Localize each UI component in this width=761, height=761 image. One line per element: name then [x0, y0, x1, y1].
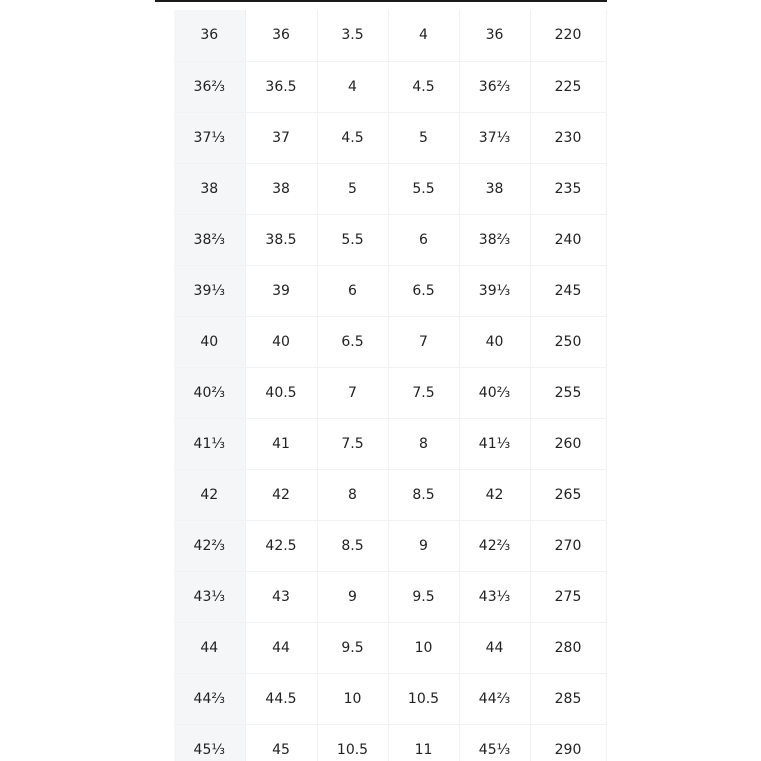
table-cell: 285	[530, 673, 606, 724]
table-cell: 44	[245, 622, 317, 673]
table-cell: 10	[317, 673, 388, 724]
table-cell: 44	[174, 622, 245, 673]
table-cell: 44⅔	[174, 673, 245, 724]
table-cell: 43⅓	[459, 571, 530, 622]
table-cell: 36	[459, 10, 530, 61]
table-cell: 38⅔	[174, 214, 245, 265]
table-cell: 8.5	[388, 469, 459, 520]
table-cell: 8	[388, 418, 459, 469]
table-cell: 8.5	[317, 520, 388, 571]
table-cell: 44.5	[245, 673, 317, 724]
table-cell: 10	[388, 622, 459, 673]
table-cell: 6	[388, 214, 459, 265]
table-row	[174, 622, 606, 673]
table-cell: 43⅓	[174, 571, 245, 622]
table-cell: 250	[530, 316, 606, 367]
table-cell: 270	[530, 520, 606, 571]
table-cell: 245	[530, 265, 606, 316]
size-conversion-table	[174, 10, 607, 761]
table-row	[174, 469, 606, 520]
table-cell: 5	[388, 112, 459, 163]
table-cell: 4.5	[388, 61, 459, 112]
table-cell: 40	[174, 316, 245, 367]
table-row	[174, 367, 606, 418]
table-cell: 38.5	[245, 214, 317, 265]
table-cell: 36.5	[245, 61, 317, 112]
table-cell: 235	[530, 163, 606, 214]
table-cell: 7	[388, 316, 459, 367]
table-cell: 39⅓	[459, 265, 530, 316]
table-cell: 225	[530, 61, 606, 112]
table-cell: 6	[317, 265, 388, 316]
table-cell: 42.5	[245, 520, 317, 571]
table-cell: 10.5	[317, 724, 388, 761]
table-row	[174, 673, 606, 724]
table-row	[174, 163, 606, 214]
table-cell: 290	[530, 724, 606, 761]
table-cell: 38	[245, 163, 317, 214]
table-cell: 38	[174, 163, 245, 214]
table-cell: 9.5	[388, 571, 459, 622]
table-row	[174, 61, 606, 112]
table-cell: 265	[530, 469, 606, 520]
table-cell: 42	[245, 469, 317, 520]
table-row	[174, 265, 606, 316]
table-row	[174, 316, 606, 367]
table-cell: 40⅔	[174, 367, 245, 418]
table-cell: 10.5	[388, 673, 459, 724]
table-cell: 9.5	[317, 622, 388, 673]
table-cell: 230	[530, 112, 606, 163]
table-cell: 37	[245, 112, 317, 163]
table-row	[174, 724, 606, 761]
table-cell: 7.5	[388, 367, 459, 418]
table-row	[174, 112, 606, 163]
table-cell: 37⅓	[174, 112, 245, 163]
table-cell: 42	[459, 469, 530, 520]
table-cell: 42⅔	[459, 520, 530, 571]
table-cell: 40	[459, 316, 530, 367]
table-row	[174, 10, 606, 61]
table-row	[174, 520, 606, 571]
table-cell: 11	[388, 724, 459, 761]
table-row	[174, 418, 606, 469]
table-cell: 3.5	[317, 10, 388, 61]
table-row	[174, 214, 606, 265]
table-cell: 39⅓	[174, 265, 245, 316]
table-cell: 44	[459, 622, 530, 673]
table-cell: 255	[530, 367, 606, 418]
table-cell: 38⅔	[459, 214, 530, 265]
table-cell: 45⅓	[459, 724, 530, 761]
table-cell: 39	[245, 265, 317, 316]
table-cell: 40	[245, 316, 317, 367]
table-cell: 4.5	[317, 112, 388, 163]
table-cell: 260	[530, 418, 606, 469]
table-cell: 38	[459, 163, 530, 214]
table-cell: 36	[174, 10, 245, 61]
table-cell: 37⅓	[459, 112, 530, 163]
table-cell: 220	[530, 10, 606, 61]
table-cell: 41⅓	[459, 418, 530, 469]
size-table-body	[174, 10, 606, 761]
table-cell: 5.5	[388, 163, 459, 214]
table-cell: 36⅔	[174, 61, 245, 112]
table-cell: 6.5	[388, 265, 459, 316]
table-cell: 36⅔	[459, 61, 530, 112]
table-cell: 280	[530, 622, 606, 673]
table-cell: 42	[174, 469, 245, 520]
table-cell: 42⅔	[174, 520, 245, 571]
table-cell: 6.5	[317, 316, 388, 367]
table-cell: 45	[245, 724, 317, 761]
table-cell: 41	[245, 418, 317, 469]
table-cell: 7.5	[317, 418, 388, 469]
table-cell: 45⅓	[174, 724, 245, 761]
table-cell: 36	[245, 10, 317, 61]
table-cell: 43	[245, 571, 317, 622]
table-row	[174, 571, 606, 622]
table-cell: 44⅔	[459, 673, 530, 724]
table-cell: 7	[317, 367, 388, 418]
table-cell: 4	[388, 10, 459, 61]
table-cell: 5	[317, 163, 388, 214]
table-cell: 240	[530, 214, 606, 265]
table-cell: 9	[317, 571, 388, 622]
table-cell: 4	[317, 61, 388, 112]
top-divider	[155, 0, 607, 2]
table-cell: 5.5	[317, 214, 388, 265]
table-cell: 40⅔	[459, 367, 530, 418]
table-cell: 40.5	[245, 367, 317, 418]
table-cell: 9	[388, 520, 459, 571]
table-cell: 275	[530, 571, 606, 622]
table-cell: 8	[317, 469, 388, 520]
table-cell: 41⅓	[174, 418, 245, 469]
